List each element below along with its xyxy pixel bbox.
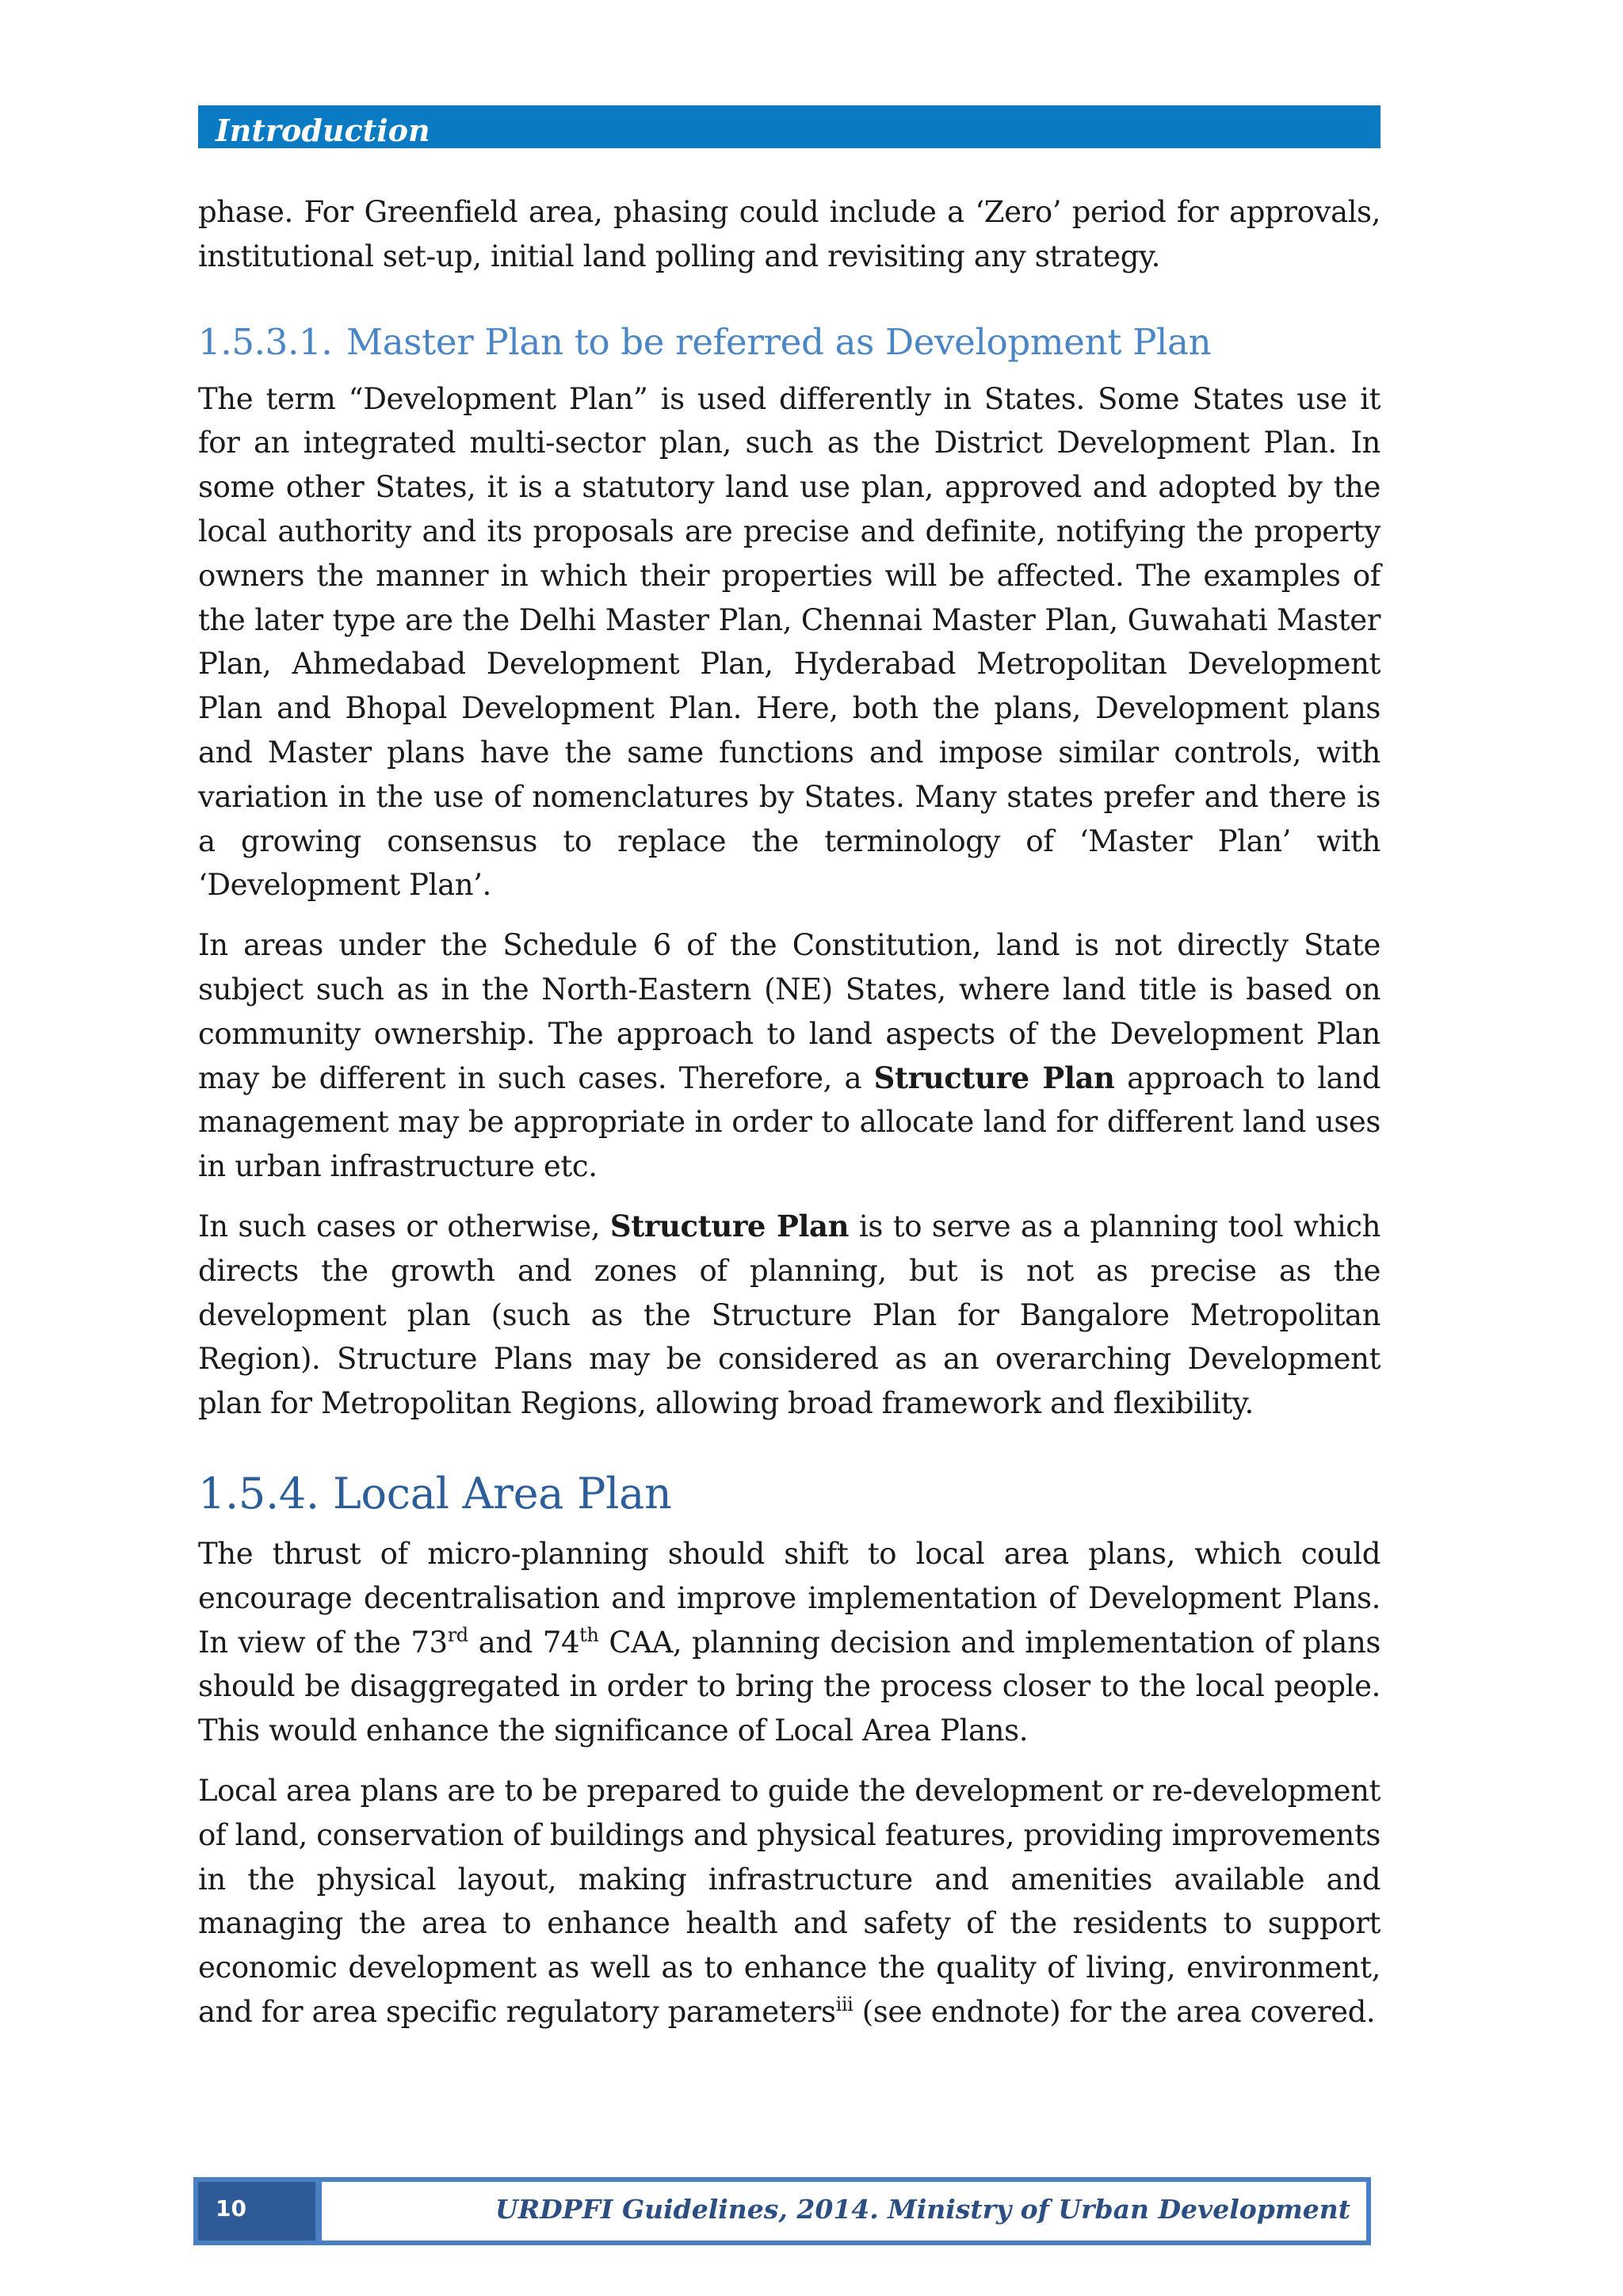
bold-term: Structure Plan	[609, 1208, 850, 1244]
section-number: 1.5.4.	[198, 1468, 319, 1519]
paragraph-micro-planning: The thrust of micro-planning should shift to local area plans, which could encourage decentralisation and improve implementation of Development Plans. In view of the 73rd and 74th CAA, planning decision and implementation of plans should be disaggregated in order to bring the process closer to the local people. This would enhance the significance of Local Area Plans.	[198, 1536, 1381, 1748]
endnote-marker[interactable]: iii	[835, 1992, 854, 2015]
superscript: rd	[447, 1623, 468, 1646]
section-number: 1.5.3.1.	[198, 320, 333, 363]
section-heading-154	[198, 1467, 1381, 1521]
footer-divider	[315, 2182, 322, 2241]
section-title: Local Area Plan	[333, 1468, 672, 1519]
paragraph-structure-plan: In such cases or otherwise, Structure Plan is to serve as a planning tool which directs the growth and zones of planning, but is not as precise as the development plan (such as the Structure Plan for Bangalore Metropolitan Region). Structure Plans may be considered as an overarching Development plan for Metropolitan Regions, allowing broad framework and flexibility.	[198, 1208, 1381, 1421]
paragraph-schedule-6: In areas under the Schedule 6 of the Constitution, land is not directly State subject such as in the North-Eastern (NE) States, where land title is based on community ownership. The approach to land aspects of the Development Plan may be different in such cases. Therefore, a Structure Plan approach to land management may be appropriate in order to allocate land for different land uses in urban infrastructure etc.	[198, 928, 1381, 1184]
section-title: Master Plan to be referred as Development Plan	[346, 320, 1212, 363]
running-header	[198, 105, 1381, 148]
bold-term: Structure Plan	[873, 1060, 1115, 1095]
page-number-box	[198, 2182, 315, 2241]
section-heading-1531	[198, 319, 1381, 366]
page-footer	[193, 2177, 1371, 2245]
page-number: 10	[216, 2195, 246, 2222]
paragraph-development-plan: The term “Development Plan” is used differently in States. Some States use it for an integrated multi-sector plan, such as the District Development Plan. In some other States, it is a statutory land use plan, approved and adopted by the local authority and its proposals are precise and definite, notifying the property owners the manner in which their properties will be affected. The examples of the later type are the Delhi Master Plan, Chennai Master Plan, Guwahati Master Plan, Ahmedabad Development Plan, Hyderabad Metropolitan Development Plan and Bhopal Development Plan. Here, both the plans, Development plans and Master plans have the same functions and impose similar controls, with variation in the use of nomenclatures by States. Many states prefer and there is a growing consensus to replace the terminology of ‘Master Plan’ with ‘Development Plan’.	[198, 381, 1381, 903]
intro-paragraph: phase. For Greenfield area, phasing could include a ‘Zero’ period for approvals, institutional set-up, initial land polling and revisiting any strategy.	[198, 195, 1381, 273]
page-body	[198, 190, 1381, 2050]
paragraph-local-area-plans: Local area plans are to be prepared to guide the development or re-development of land, conservation of buildings and physical features, providing improvements in the physical layout, making infrastructure and amenities available and managing the area to enhance health and safety of the residents to support economic development as well as to enhance the quality of living, environment, and for area specific regulatory parameters$^{iii}$ (see endnote) for the area covered.	[198, 1773, 1381, 2029]
footer-citation: URDPFI Guidelines, 2014. Ministry of Urban Development	[495, 2194, 1350, 2225]
superscript: th	[579, 1623, 599, 1646]
header-title: Introduction	[216, 113, 430, 148]
